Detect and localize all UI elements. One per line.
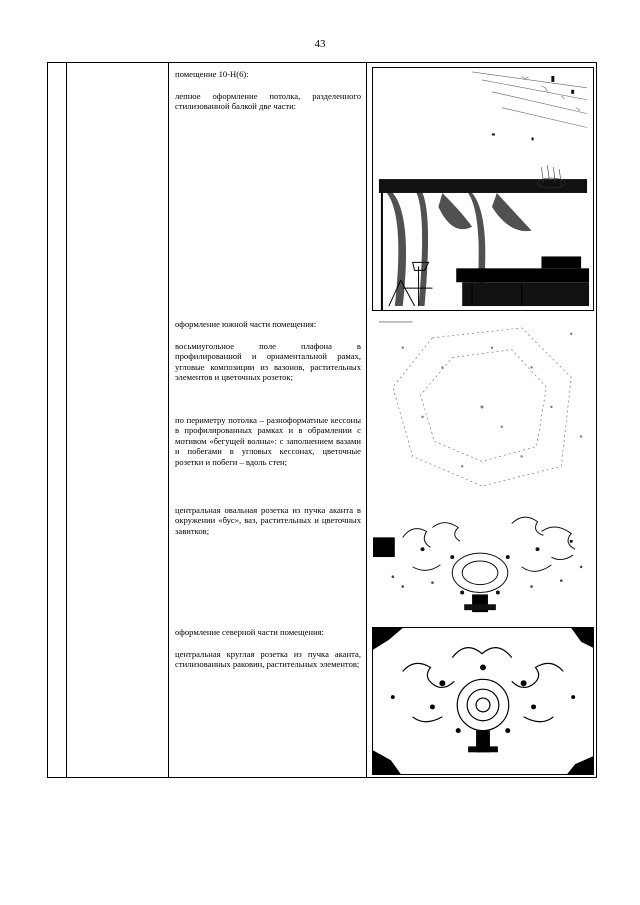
coffers-description: по периметру потолка – разноформатные кессоны в профилированных рамках и в обрамлении с мотивом «бегущей волны»: с заполнением вазами и побегами в угловых кессонах, цветочные розетки и побеги – вдоль стен; (175, 415, 361, 467)
photo-octagonal-field (372, 317, 594, 491)
ceiling-description: лепное оформление потолка, разделенного стилизованной балкой две части: (175, 91, 361, 112)
octagonal-field-description: восьмиугольное поле плафона в профилированной и орнаментальной рамах, угловые композиции из вазонов, растительных элементов и цветочных розеток; (175, 341, 361, 383)
column-divider (66, 63, 67, 777)
north-part-heading: оформление северной части помещения: (175, 627, 324, 637)
round-rosette-description: центральная круглая розетка из пучка аканта, стилизованных раковин, растительных элементов; (175, 649, 361, 670)
photo-round-rosette (372, 627, 594, 775)
column-divider (366, 63, 367, 777)
page-number: 43 (314, 38, 326, 50)
description-column (170, 63, 366, 777)
room-heading: помещение 10-Н(6): (175, 69, 249, 79)
column-divider (168, 63, 169, 777)
photo-hall (372, 67, 594, 311)
oval-rosette-description: центральная овальная розетка из пучка аканта в окружении «бус», ваз, растительных и цветочных завитков; (175, 505, 361, 536)
photo-oval-rosette (372, 497, 594, 621)
south-part-heading: оформление южной части помещения: (175, 319, 317, 329)
description-table (47, 62, 597, 778)
